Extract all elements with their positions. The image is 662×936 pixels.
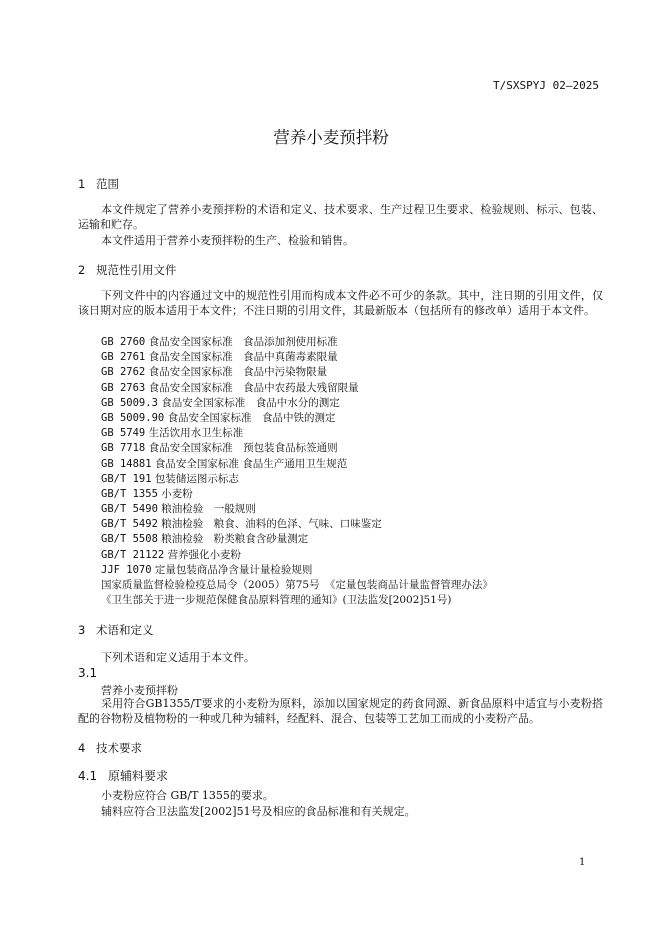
- section-number: 4: [78, 741, 86, 755]
- reference-item: JJF 1070 定量包装商品净含量计量检验规则: [101, 563, 313, 576]
- scope-paragraph-1: 本文件规定了营养小麦预拌粉的术语和定义、技术要求、生产过程卫生要求、检验规则、标示、包装、运输和贮存。: [78, 203, 603, 232]
- scope-paragraph-2: 本文件适用于营养小麦预拌粉的生产、检验和销售。: [101, 234, 354, 247]
- reference-item: GB 5749 生活饮用水卫生标准: [101, 427, 244, 440]
- section-number: 2: [78, 263, 86, 277]
- section-heading-normative-references: [78, 262, 177, 278]
- reference-item: GB/T 5508 粮油检验 粉类粮食含砂量测定: [101, 533, 309, 546]
- term-definition: 采用符合GB1355/T要求的小麦粉为原料，添加以国家规定的药食同源、新食品原料中适宜与小麦粉搭配的谷物粉及植物粉的一种或几种为辅料，经配料、混合、包装等工艺加工而成的小麦粉产品。: [78, 697, 603, 726]
- document-code: T/SXSPYJ 02—2025: [493, 79, 599, 92]
- section-title: 术语和定义: [96, 623, 154, 637]
- requirement-line-2: 辅料应符合卫法监发[2002]51号及相应的食品标准和有关规定。: [101, 805, 416, 818]
- reference-item: GB 14881 食品安全国家标准 食品生产通用卫生规范: [101, 457, 348, 470]
- reference-item: 国家质量监督检验检疫总局令（2005）第75号 《定量包装商品计量监督管理办法》: [101, 579, 493, 591]
- reference-item: GB 2762 食品安全国家标准 食品中污染物限量: [101, 366, 328, 379]
- term-name: 营养小麦预拌粉: [101, 684, 178, 697]
- section-number: 1: [78, 177, 86, 191]
- reference-item: GB/T 21122 营养强化小麦粉: [101, 548, 242, 561]
- subsection-heading-raw-materials: [78, 767, 168, 784]
- document-title: 营养小麦预拌粉: [273, 128, 389, 147]
- section-heading-technical-requirements: [78, 740, 142, 756]
- reference-item: GB 7718 食品安全国家标准 预包装食品标签通则: [101, 442, 338, 455]
- reference-item: GB 5009.90 食品安全国家标准 食品中铁的测定: [101, 411, 336, 424]
- reference-item: GB 2760 食品安全国家标准 食品添加剂使用标准: [101, 336, 338, 348]
- references-intro: 下列文件中的内容通过文中的规范性引用而构成本文件必不可少的条款。其中，注日期的引用文件，仅该日期对应的版本适用于本文件；不注日期的引用文件，其最新版本（包括所有的修改单）适用于本文件。: [78, 289, 603, 318]
- reference-item: GB/T 191 包装储运图示标志: [101, 472, 239, 485]
- terms-intro: 下列术语和定义适用于本文件。: [101, 651, 255, 664]
- clause-number: 3.1: [78, 666, 98, 680]
- section-number: 3: [78, 623, 86, 637]
- section-title: 规范性引用文件: [96, 263, 177, 277]
- requirement-line-1: 小麦粉应符合 GB/T 1355的要求。: [101, 789, 274, 802]
- reference-item: 《卫生部关于进一步规范保健食品原料管理的通知》(卫法监发[2002]51号): [101, 594, 452, 607]
- section-title: 范围: [96, 177, 119, 191]
- section-heading-scope: [78, 176, 119, 192]
- reference-item: GB 5009.3 食品安全国家标准 食品中水分的测定: [101, 396, 340, 409]
- section-heading-terms: [78, 622, 154, 638]
- page-number: 1: [579, 857, 586, 868]
- subsection-number: 4.1: [78, 769, 98, 783]
- reference-item: GB 2763 食品安全国家标准 食品中农药最大残留限量: [101, 381, 359, 394]
- subsection-title: 原辅料要求: [108, 769, 169, 783]
- reference-item: GB 2761 食品安全国家标准 食品中真菌毒素限量: [101, 351, 338, 364]
- reference-list: [101, 335, 493, 608]
- reference-item: GB/T 5490 粮油检验 一般规则: [101, 503, 256, 516]
- reference-item: GB/T 1355 小麦粉: [101, 487, 193, 500]
- section-title: 技术要求: [96, 741, 142, 755]
- reference-item: GB/T 5492 粮油检验 粮食、油料的色泽、气味、口味鉴定: [101, 518, 382, 531]
